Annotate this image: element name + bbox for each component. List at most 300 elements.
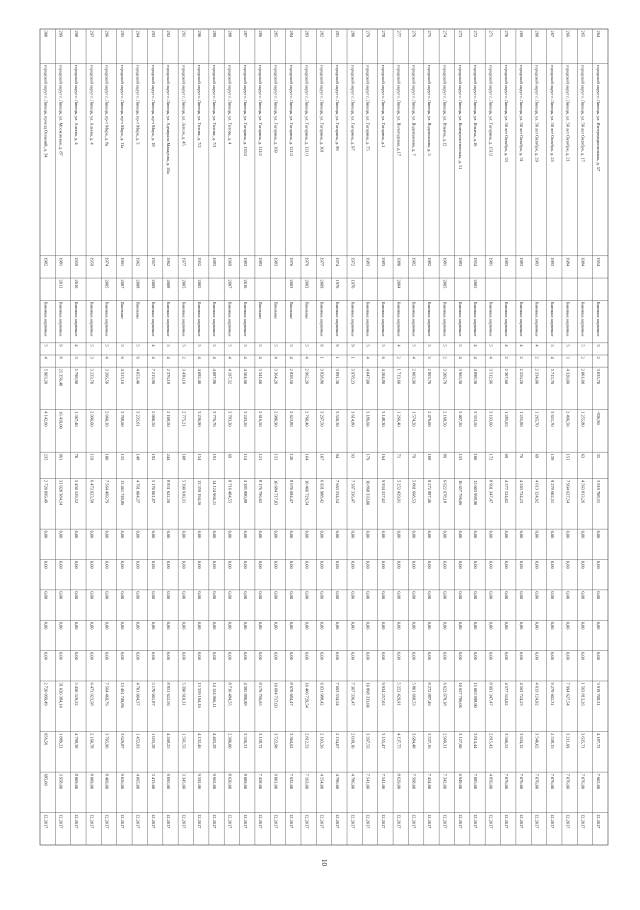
cell-unit: 3 350,31 <box>242 733 248 749</box>
cell-c6: 5 801 668,53 <box>411 682 417 706</box>
cell-ent: 2 <box>534 356 540 359</box>
cell-addr: городской округ г. Липецк, ул. Титова, д. 7/1 <box>212 64 218 148</box>
cell-yr2: 2004 <box>396 279 402 289</box>
cell-c6: 4 385 880,88 <box>242 682 248 706</box>
cell-year: 1983 <box>503 257 509 267</box>
cell-c5: 0,00 <box>304 652 310 660</box>
cell-c2: 0,00 <box>74 561 80 569</box>
cell-ent: 4 <box>288 356 294 359</box>
cell-c5: 0,00 <box>519 652 525 660</box>
cell-addr: городской округ г. Липецк, проезд Осенний, д. 34 <box>43 64 49 158</box>
cell-c2: 0,00 <box>166 561 172 569</box>
cell-c5: 0,00 <box>288 652 294 660</box>
cell-c1: 0,00 <box>258 530 264 539</box>
cell-total: 6 473 923,58 <box>89 480 95 504</box>
cell-total: 31 020 384,14 <box>58 480 64 506</box>
cell-unit: 3 635,71 <box>580 733 586 749</box>
cell-c2: 0,00 <box>457 561 463 569</box>
cell-fl: 5 <box>227 344 233 347</box>
cell-c3: 0,00 <box>442 591 448 600</box>
cell-c6: 10 684 717,03 <box>273 682 279 708</box>
cell-area2: 4 142,60 <box>43 411 49 427</box>
cell-total: 8 670 684,47 <box>288 480 294 504</box>
cell-area: 5 798,90 <box>74 368 80 385</box>
cell-c2: 0,00 <box>58 561 64 569</box>
cell-mat: Каменные, кирпичные <box>411 301 416 337</box>
cell-fl: 9 <box>334 344 340 347</box>
cell-c1: 0,00 <box>411 530 417 539</box>
cell-year: 1972 <box>350 257 356 267</box>
cell-fl: 5 <box>549 344 555 347</box>
cell-ent: 6 <box>120 356 126 359</box>
cell-c1: 0,00 <box>150 530 156 539</box>
cell-mat: Каменные, кирпичные <box>427 301 432 337</box>
cell-year: 1983 <box>242 257 248 267</box>
cell-cnt: 244 <box>166 453 172 461</box>
cell-ent: 4 <box>242 356 248 359</box>
cell-area: 4 320,00 <box>565 368 571 385</box>
cell-c1: 0,00 <box>104 530 110 539</box>
cell-year: 1959 <box>74 257 80 267</box>
cell-total: 6 622 678,18 <box>442 480 448 504</box>
cell-max: 685,00 <box>43 773 49 786</box>
cell-fl: 5 <box>288 344 294 347</box>
cell-area: 21 356,40 <box>58 368 64 387</box>
cell-mat: Каменные, кирпичные <box>503 301 508 337</box>
cell-yr2: 2005 <box>181 279 187 289</box>
cell-c6: 8 851 622,56 <box>166 682 172 706</box>
cell-c2: 0,00 <box>534 561 540 569</box>
cell-mat: Панельные <box>120 301 125 319</box>
cell-mat: Каменные, кирпичные <box>74 301 79 337</box>
cell-term: 12.2017 <box>503 814 509 829</box>
cell-term: 12.2017 <box>150 814 156 829</box>
cell-area2: 16 419,00 <box>58 411 64 429</box>
cell-addr: городской округ г. Липецк, ул. 50 лет Октября, д. 33 <box>503 64 509 162</box>
cell-term: 12.2017 <box>473 814 479 829</box>
cell-c2: 0,00 <box>595 561 601 569</box>
cell-max: 7 454,00 <box>427 773 433 789</box>
cell-c6: 5 390 910,31 <box>181 682 187 706</box>
cell-cnt: 179 <box>365 453 371 461</box>
cell-addr: городской округ г. Липецк, ул. Гагарина, д. 135/2 <box>242 64 248 157</box>
cell-area: 4 313,10 <box>120 368 126 385</box>
cell-fl: 5 <box>120 344 126 347</box>
cell-c2: 0,00 <box>258 561 264 569</box>
cell-area2: 2 496,50 <box>565 411 571 427</box>
cell-max: 7 602,00 <box>595 773 601 789</box>
cell-ent: 4 <box>304 356 310 359</box>
cell-c5: 0,00 <box>334 652 340 660</box>
cell-term: 12.2017 <box>334 814 340 829</box>
cell-c3: 0,00 <box>150 591 156 600</box>
cell-max: 9 662,00 <box>212 773 218 789</box>
cell-cnt: 94 <box>334 453 340 459</box>
cell-unit: 2 038,10 <box>350 733 356 749</box>
cell-c1: 0,00 <box>442 530 448 539</box>
cell-no: 290 <box>196 30 202 38</box>
cell-unit: 2 812,53 <box>304 733 310 749</box>
cell-c4: 0,00 <box>411 621 417 630</box>
cell-ent: 2 <box>396 356 402 359</box>
cell-c4: 0,00 <box>350 621 356 630</box>
cell-no: 270 <box>503 30 509 38</box>
cell-c4: 0,00 <box>227 621 233 630</box>
cell-total: 9 279 602,31 <box>549 480 555 504</box>
cell-mat: Каменные, кирпичные <box>242 301 247 337</box>
cell-c6: 7 994 627,54 <box>565 682 571 706</box>
cell-term: 12.2017 <box>212 814 218 829</box>
cell-term: 12.2017 <box>534 814 540 829</box>
cell-ent: 2 <box>181 356 187 359</box>
cell-area: 4 047,00 <box>365 368 371 385</box>
cell-c4: 0,00 <box>104 621 110 630</box>
cell-area2: 1 255,80 <box>519 411 525 427</box>
cell-unit: 1 452,93 <box>135 733 141 749</box>
cell-c2: 0,00 <box>334 561 340 569</box>
cell-total: 4 701 004,37 <box>135 480 141 504</box>
cell-c4: 0,00 <box>427 621 433 630</box>
cell-c1: 0,00 <box>519 530 525 539</box>
cell-total: 13 461 749,86 <box>120 480 126 506</box>
cell-mat: Панельные <box>258 301 263 319</box>
cell-area: 4 898,30 <box>473 368 479 385</box>
cell-c4: 0,00 <box>565 621 571 630</box>
cell-cnt: 155 <box>120 453 126 461</box>
cell-total: 8 716 484,55 <box>227 480 233 504</box>
cell-unit: 1 033,58 <box>150 733 156 749</box>
cell-no: 278 <box>381 30 387 38</box>
cell-ent: 1 <box>334 356 340 359</box>
cell-term: 12.2017 <box>442 814 448 829</box>
cell-max: 7 541,00 <box>365 773 371 789</box>
cell-no: 295 <box>120 30 126 38</box>
cell-total: 10 657 796,06 <box>457 480 463 506</box>
cell-unit: 3 397,53 <box>365 733 371 749</box>
cell-mat: Каменные, кирпичные <box>150 301 155 337</box>
cell-area2: 3 708,60 <box>120 411 126 427</box>
cell-c6: 5 170 001,87 <box>150 682 156 706</box>
cell-unit: 3 634,12 <box>519 733 525 749</box>
cell-c3: 0,00 <box>196 591 202 600</box>
cell-c3: 0,00 <box>488 591 494 600</box>
cell-year: 1983 <box>212 257 218 267</box>
cell-c1: 0,00 <box>381 530 387 539</box>
cell-no: 288 <box>227 30 233 38</box>
cell-unit: 3 304,62 <box>288 733 294 749</box>
cell-addr: городской округ г. Липецк, ул. Ильича, д.12 <box>442 64 448 147</box>
cell-ent: 4 <box>549 356 555 359</box>
cell-total: 4 577 524,02 <box>503 480 509 504</box>
cell-mat: Каменные, кирпичные <box>396 301 401 337</box>
cell-c3: 0,00 <box>43 591 49 600</box>
cell-area2: 2 996,60 <box>89 411 95 427</box>
cell-cnt: 191 <box>212 453 218 461</box>
cell-max: 7 458,00 <box>258 773 264 789</box>
cell-c3: 0,00 <box>74 591 80 600</box>
cell-c4: 0,00 <box>242 621 248 630</box>
cell-ent: 2 <box>503 356 509 359</box>
cell-c6: 9 934 257,02 <box>381 682 387 706</box>
cell-unit: 1 591,53 <box>181 733 187 749</box>
cell-c5: 0,00 <box>350 652 356 660</box>
cell-ent: 8 <box>58 356 64 359</box>
cell-cnt: 35 <box>595 453 601 459</box>
cell-yr2: 2009 <box>150 279 156 289</box>
cell-addr: городской округ г. Липецк, ул. Гагарина, д. 101 <box>319 64 325 153</box>
cell-fl: 4 <box>473 344 479 347</box>
cell-mat: Каменные, кирпичные <box>549 301 554 337</box>
cell-year: 1991 <box>120 257 126 267</box>
cell-c1: 0,00 <box>473 530 479 539</box>
cell-cnt: 100 <box>104 453 110 461</box>
cell-max: 7 632,00 <box>288 773 294 789</box>
cell-c4: 0,00 <box>534 621 540 630</box>
cell-c1: 0,00 <box>43 530 49 539</box>
cell-c6: 7 564 469,79 <box>104 682 110 706</box>
cell-c2: 0,00 <box>411 561 417 569</box>
cell-term: 12.2017 <box>411 814 417 829</box>
cell-addr: городской округ г. Липецк, ул. Вологодская, д.17 <box>396 64 402 156</box>
cell-area: 3 828,80 <box>319 368 325 385</box>
cell-c6: 1 563 813,26 <box>580 682 586 706</box>
cell-c1: 0,00 <box>273 530 279 539</box>
cell-no: 284 <box>288 30 294 38</box>
cell-area: 3 512,96 <box>488 368 494 385</box>
cell-area2: 3 186,60 <box>365 411 371 427</box>
cell-ent: 4 <box>258 356 264 359</box>
cell-c4: 0,00 <box>488 621 494 630</box>
cell-c5: 0,00 <box>565 652 571 660</box>
cell-year: 1983 <box>258 257 264 267</box>
cell-cnt: 93 <box>350 453 356 459</box>
cell-mat: Каменные, кирпичные <box>58 301 63 337</box>
cell-area: 4 204,80 <box>381 368 387 385</box>
cell-no: 298 <box>74 30 80 38</box>
cell-yr2: 2008 <box>166 279 172 289</box>
cell-c3: 0,00 <box>273 591 279 600</box>
cell-c5: 0,00 <box>166 652 172 660</box>
cell-c1: 0,00 <box>135 530 141 539</box>
cell-c5: 0,00 <box>457 652 463 660</box>
cell-cnt: 148 <box>135 453 141 461</box>
cell-c4: 0,00 <box>212 621 218 630</box>
cell-addr: городской округ г. Липецк, ул. Водопьянова, д. 7 <box>411 64 417 156</box>
cell-ent: 3 <box>74 356 80 359</box>
cell-mat: Каменные, кирпичные <box>212 301 217 337</box>
cell-year: 1983 <box>457 257 463 267</box>
cell-term: 12.2017 <box>427 814 433 829</box>
cell-area2: 2 479,00 <box>427 411 433 427</box>
cell-max: 4 065,00 <box>135 773 141 789</box>
cell-yr2: 1976 <box>350 279 356 289</box>
cell-c5: 0,00 <box>381 652 387 660</box>
cell-c4: 0,00 <box>442 621 448 630</box>
cell-cnt: 120 <box>288 453 294 461</box>
cell-c6: 6 931 988,42 <box>319 682 325 706</box>
cell-yr2: 2008 <box>135 279 141 289</box>
cell-area: 2 001,00 <box>580 368 586 385</box>
cell-cnt: 153 <box>457 453 463 461</box>
cell-addr: городской округ г. Липецк, ул. Ильича, д.16 <box>473 64 479 147</box>
cell-c5: 0,00 <box>534 652 540 660</box>
cell-area: 3 341,00 <box>258 368 264 385</box>
cell-c6: 15 003 998,90 <box>473 682 479 708</box>
cell-yr2: 2003 <box>288 279 294 289</box>
cell-max: 9 001,00 <box>273 773 279 789</box>
cell-term: 12.2017 <box>120 814 126 829</box>
cell-area2: 3 520,30 <box>334 411 340 427</box>
cell-c3: 0,00 <box>503 591 509 600</box>
cell-unit: 3 705,96 <box>104 733 110 749</box>
cell-c3: 0,00 <box>319 591 325 600</box>
cell-c5: 0,00 <box>181 652 187 660</box>
cell-area2: 2 980,90 <box>273 411 279 427</box>
cell-no: 276 <box>411 30 417 38</box>
cell-area: 7 213,90 <box>150 368 156 385</box>
cell-ent: 2 <box>595 356 601 359</box>
cell-c3: 0,00 <box>181 591 187 600</box>
cell-area: 2 003,90 <box>411 368 417 385</box>
cell-ent: 3 <box>565 356 571 359</box>
cell-year: 1952 <box>196 257 202 267</box>
cell-c1: 0,00 <box>488 530 494 539</box>
cell-term: 12.2017 <box>319 814 325 829</box>
cell-c1: 0,00 <box>89 530 95 539</box>
cell-yr2: 2007 <box>227 279 233 289</box>
cell-c2: 0,00 <box>304 561 310 569</box>
cell-term: 12.2017 <box>381 814 387 829</box>
cell-c3: 0,00 <box>304 591 310 600</box>
cell-area2: 2 060,10 <box>104 411 110 427</box>
cell-c6: 9 279 602,31 <box>549 682 555 706</box>
cell-yr2: 2009 <box>319 279 325 289</box>
cell-max: 9 026,00 <box>120 773 126 789</box>
cell-no: 271 <box>488 30 494 38</box>
cell-c2: 0,00 <box>442 561 448 569</box>
cell-unit: 3 540,02 <box>534 733 540 749</box>
cell-ent: 2 <box>442 356 448 359</box>
cell-c5: 0,00 <box>473 652 479 660</box>
cell-area: 3 978,23 <box>350 368 356 385</box>
cell-max: 7 076,00 <box>534 773 540 789</box>
cell-ent: 4 <box>166 356 172 359</box>
cell-ent: 1 <box>350 356 356 359</box>
cell-yr2: 2016 <box>74 279 80 289</box>
cell-area2: 2 760,40 <box>304 411 310 427</box>
cell-term: 12.2017 <box>104 814 110 829</box>
cell-term: 12.2017 <box>488 814 494 829</box>
cell-max: 7 163,00 <box>304 773 310 789</box>
cell-unit: 4 132,46 <box>196 733 202 749</box>
cell-area: 3 233,70 <box>89 368 95 385</box>
cell-cnt: 79 <box>411 453 417 459</box>
cell-mat: Каменные, кирпичные <box>43 301 48 337</box>
cell-yr2: 1976 <box>334 279 340 289</box>
cell-year: 1977 <box>181 257 187 267</box>
cell-unit: 3 814,44 <box>473 733 479 749</box>
cell-c5: 0,00 <box>319 652 325 660</box>
cell-no: 264 <box>595 30 601 38</box>
cell-max: 3 958,00 <box>58 773 64 789</box>
cell-mat: Каменные, кирпичные <box>442 301 447 337</box>
cell-c2: 0,00 <box>120 561 126 569</box>
cell-c2: 0,00 <box>488 561 494 569</box>
cell-addr: городской округ г. Липецк, ул. 50 лет Октября, д. 31 <box>519 64 525 162</box>
cell-cnt: 69 <box>534 453 540 459</box>
cell-unit: 3 723,98 <box>273 733 279 749</box>
cell-mat: Панельные <box>135 301 140 319</box>
cell-term: 12.2017 <box>273 814 279 829</box>
cell-cnt: 70 <box>74 453 80 459</box>
cell-c6: 8 272 887,46 <box>427 682 433 706</box>
cell-addr: городской округ г. Липецк, ул. Алеева, д. 4 <box>74 64 80 145</box>
cell-mat: Каменные, кирпичные <box>519 301 524 337</box>
cell-total: 10 684 717,03 <box>273 480 279 506</box>
cell-area2: 2 108,50 <box>166 411 172 427</box>
cell-fl: 5 <box>135 344 141 347</box>
cell-c4: 0,00 <box>457 621 463 630</box>
cell-year: 1984 <box>580 257 586 267</box>
cell-c1: 0,00 <box>503 530 509 539</box>
cell-year: 1954 <box>595 257 601 267</box>
cell-c2: 0,00 <box>503 561 509 569</box>
cell-c5: 0,00 <box>595 652 601 660</box>
cell-mat: Каменные, кирпичные <box>580 301 585 337</box>
cell-no: 266 <box>565 30 571 38</box>
cell-c5: 0,00 <box>580 652 586 660</box>
cell-fl: 5 <box>365 344 371 347</box>
cell-year: 1957 <box>150 257 156 267</box>
cell-unit: 2 538,15 <box>549 733 555 749</box>
cell-no: 275 <box>427 30 433 38</box>
cell-c2: 0,00 <box>549 561 555 569</box>
cell-c1: 0,00 <box>319 530 325 539</box>
cell-year: 1976 <box>288 257 294 267</box>
cell-c3: 0,00 <box>212 591 218 600</box>
cell-c3: 0,00 <box>427 591 433 600</box>
cell-area: 3 266,50 <box>104 368 110 385</box>
cell-cnt: 154 <box>196 453 202 461</box>
cell-c4: 0,00 <box>135 621 141 630</box>
cell-mat: Каменные, кирпичные <box>381 301 386 337</box>
cell-cnt: 100 <box>473 453 479 461</box>
cell-ent: 4 <box>227 356 233 359</box>
cell-c3: 0,00 <box>242 591 248 600</box>
cell-c5: 0,00 <box>74 652 80 660</box>
cell-ent: 4 <box>273 356 279 359</box>
cell-cnt: 76 <box>519 453 525 459</box>
cell-area2: 3 236,90 <box>196 411 202 427</box>
cell-unit: 4 187,72 <box>595 733 601 749</box>
cell-c5: 0,00 <box>120 652 126 660</box>
cell-area2: -936,90 <box>595 411 601 425</box>
cell-total: 2 720 099,49 <box>43 480 49 504</box>
cell-c2: 0,00 <box>427 561 433 569</box>
cell-unit: 2 999,31 <box>442 733 448 749</box>
cell-max: 7 076,00 <box>519 773 525 789</box>
cell-year: 1969 <box>227 257 233 267</box>
cell-area2: 3 148,30 <box>381 411 387 427</box>
cell-cnt: 69 <box>503 453 509 459</box>
cell-mat: Каменные, кирпичные <box>595 301 600 337</box>
cell-yr2: 2005 <box>442 279 448 289</box>
cell-area2: 1 265,70 <box>534 411 540 427</box>
cell-addr: городской округ г. Липецк, пр-т Мира, д. 18 <box>150 64 156 147</box>
cell-addr: городской округ г. Липецк, ул. Интернациональная, д. 57 <box>595 64 601 172</box>
cell-c6: 4 701 004,37 <box>135 682 141 706</box>
cell-area2: 1 574,20 <box>411 411 417 427</box>
